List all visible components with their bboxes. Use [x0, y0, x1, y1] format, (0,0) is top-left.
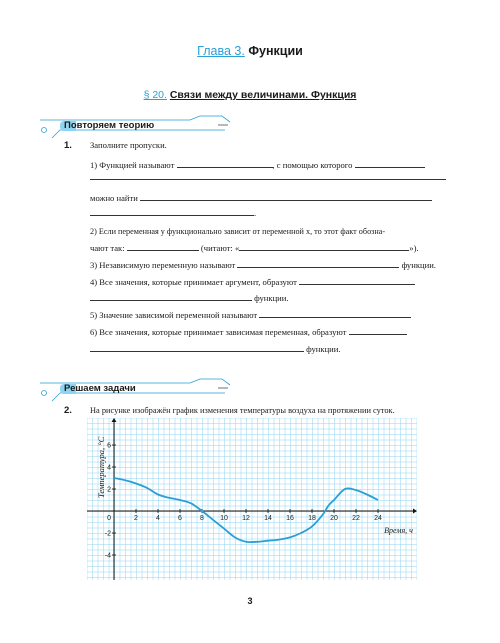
- x-tick-label: 22: [352, 515, 360, 522]
- chapter-name: Функции: [248, 44, 303, 58]
- x-tick-label: 2: [134, 515, 138, 522]
- x-tick-label: 8: [200, 515, 204, 522]
- blank-field[interactable]: [90, 207, 257, 218]
- task1-item3: [90, 259, 436, 271]
- item1-text-a: 1) Функцией называют: [90, 160, 175, 170]
- x-tick-label: 18: [308, 515, 316, 522]
- task2-text: На рисунке изображён график изменения температуры воздуха на протяжении суток.: [90, 406, 395, 415]
- review-title: Повторяем теорию: [64, 120, 155, 131]
- section-name: Связи между величинами. Функция: [169, 89, 357, 101]
- section-title: [0, 89, 500, 101]
- blank-field[interactable]: [177, 159, 273, 168]
- blank-field[interactable]: [140, 192, 432, 201]
- tasks-banner: [30, 375, 270, 409]
- blank-field[interactable]: [299, 276, 415, 285]
- task1-item4-line2: [90, 292, 289, 304]
- blank-field[interactable]: [127, 242, 199, 251]
- x-tick-label: 14: [264, 515, 272, 522]
- task1-number: 1.: [64, 140, 72, 151]
- x-tick-label: 6: [178, 515, 182, 522]
- y-axis-label: Температура, °С: [96, 436, 106, 498]
- item4-text-a: 4) Все значения, которые принимает аргумент, образуют: [90, 277, 297, 287]
- item1-text-d: .: [254, 208, 257, 218]
- item2-text-b: чают так:: [90, 243, 125, 253]
- x-axis-label: Время, ч: [384, 526, 413, 535]
- blank-field[interactable]: [259, 309, 411, 318]
- temperature-chart: [87, 418, 417, 580]
- item3-text-a: 3) Независимую переменную называют: [90, 260, 236, 270]
- blank-line[interactable]: [90, 179, 446, 180]
- chapter-title: [0, 44, 500, 58]
- item4-text-b: функции.: [254, 293, 289, 303]
- task1-item6-line2: [90, 343, 341, 355]
- x-axis-arrow-icon: [413, 509, 417, 514]
- section-number: § 20.: [143, 89, 167, 101]
- task1-item2-line2: [90, 242, 419, 254]
- blank-field[interactable]: [90, 343, 304, 352]
- blank-field[interactable]: [349, 326, 407, 335]
- chart-grid: [87, 418, 417, 580]
- item6-text-a: 6) Все значения, которые принимает зависимая переменная, образуют: [90, 327, 347, 337]
- blank-field[interactable]: [355, 159, 425, 168]
- item2-text-c: (читают: «: [200, 243, 240, 253]
- y-axis-arrow-icon: [112, 418, 117, 422]
- origin-label: 0: [107, 515, 111, 522]
- y-tick-label: 2: [107, 486, 111, 494]
- page-number: 3: [247, 596, 253, 606]
- tasks-title: Решаем задачи: [64, 383, 136, 394]
- task1-item1-line1: [90, 159, 425, 171]
- y-tick-label: -4: [104, 552, 111, 560]
- blank-field[interactable]: [90, 292, 252, 301]
- task1-intro: Заполните пропуски.: [90, 140, 167, 150]
- task1-item1-line3: [90, 192, 432, 204]
- task1-item1-line4: [90, 207, 256, 219]
- chapter-number: Глава 3.: [197, 44, 245, 58]
- y-tick-label: -2: [104, 530, 111, 538]
- item2-text-d: »).: [409, 243, 419, 253]
- x-tick-label: 24: [374, 515, 382, 522]
- blank-field[interactable]: [237, 259, 399, 268]
- item1-text-b: , с помощью которого: [272, 160, 353, 170]
- x-tick-label: 4: [156, 515, 160, 522]
- item6-text-b: функции.: [306, 344, 341, 354]
- task1-item2-line1: 2) Если переменная y функционально зависит от переменной x, то этот факт обозна-: [90, 227, 386, 236]
- x-tick-label: 12: [242, 515, 250, 522]
- x-tick-label: 10: [220, 515, 228, 522]
- x-tick-label: 16: [286, 515, 294, 522]
- y-tick-label: 4: [107, 464, 111, 472]
- y-tick-label: 6: [107, 442, 111, 450]
- item5-text-a: 5) Значение зависимой переменной называют: [90, 310, 258, 320]
- blank-field[interactable]: [239, 242, 409, 251]
- task1-item4-line1: [90, 276, 415, 288]
- item3-text-b: функции.: [401, 260, 436, 270]
- task2-number: 2.: [64, 405, 72, 416]
- x-tick-label: 20: [330, 515, 338, 522]
- item1-text-c: можно найти: [90, 193, 138, 203]
- task1-item5: [90, 309, 411, 321]
- task1-item6-line1: [90, 326, 407, 338]
